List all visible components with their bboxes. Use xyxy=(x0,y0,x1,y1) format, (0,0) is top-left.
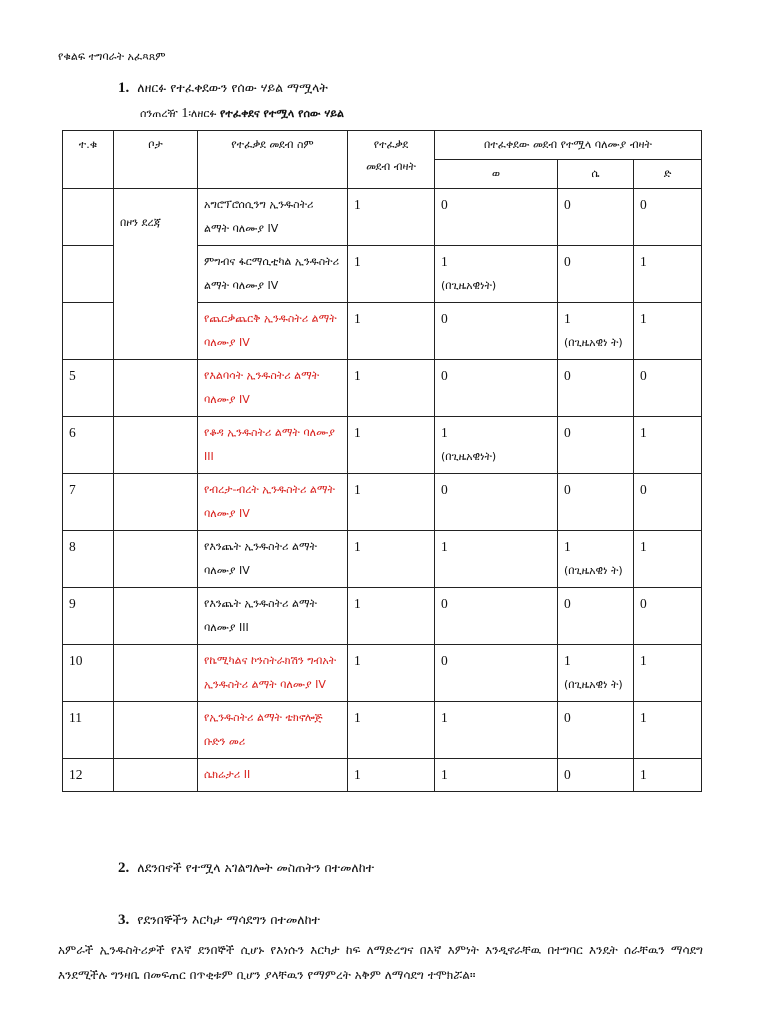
cell-no: 7 xyxy=(63,474,114,531)
cell-location xyxy=(114,531,198,588)
cell-no: 11 xyxy=(63,702,114,759)
section-3-title: የደንበኞችን እርካታ ማሳደግን በተመለከተ xyxy=(137,912,320,927)
cell-no xyxy=(63,303,114,360)
table-row xyxy=(63,702,702,759)
cell-female xyxy=(558,759,634,792)
cell-approved: 1 xyxy=(348,417,435,474)
cell-female-value: 0 xyxy=(564,254,571,269)
cell-female-value: 0 xyxy=(564,767,571,782)
section-1-title: ለዘርፉ የተፈቀደውን የሰው ሃይል ማሟላት xyxy=(137,80,328,95)
cell-female-note: (በጊዜአዊነ ት) xyxy=(564,336,623,349)
position-text: የኬሚካልና ኮንስትራክሽን ግብአት ኢንዱስትሪ ልማት ባለሙያ IV xyxy=(204,654,337,691)
cell-female-value: 0 xyxy=(564,197,571,212)
cell-female xyxy=(558,189,634,246)
header-approved-line1: የተፈቃደ xyxy=(373,138,409,151)
cell-total: 1 xyxy=(634,645,702,702)
section-1-number: 1. xyxy=(118,80,130,96)
cell-no: 9 xyxy=(63,588,114,645)
cell-total: 0 xyxy=(634,360,702,417)
table-caption xyxy=(140,106,344,122)
section-2-title: ለደንበኖች የተሟላ አገልግሎት መስጠትን በተመለከተ xyxy=(137,860,375,875)
header-filled-group: በተፈቀደው መደብ የተሟላ ባለሙያ ብዛት xyxy=(435,131,702,160)
cell-approved: 1 xyxy=(348,702,435,759)
cell-female xyxy=(558,417,634,474)
position-text: የእንጨት ኢንዱስትሪ ልማት ባለሙያ IV xyxy=(204,540,317,577)
cell-male xyxy=(435,246,558,303)
cell-female-value: 0 xyxy=(564,710,571,725)
section-1-heading xyxy=(118,80,328,97)
header-approved-count xyxy=(348,131,435,189)
header-no: ተ.ቁ xyxy=(63,131,114,189)
cell-male-value: 0 xyxy=(441,311,448,326)
cell-male-value: 1 xyxy=(441,425,448,440)
cell-position xyxy=(198,759,348,792)
cell-total: 1 xyxy=(634,702,702,759)
caption-label-bold: የተፈቀደና የተሟላ የሰው ሃይል xyxy=(220,107,344,120)
cell-female xyxy=(558,645,634,702)
cell-position xyxy=(198,246,348,303)
cell-location xyxy=(114,417,198,474)
cell-female xyxy=(558,474,634,531)
cell-total: 1 xyxy=(634,759,702,792)
cell-male-value: 0 xyxy=(441,653,448,668)
table-row xyxy=(63,759,702,792)
cell-no: 10 xyxy=(63,645,114,702)
header-location: ቦታ xyxy=(114,131,198,189)
table-row xyxy=(63,417,702,474)
cell-position xyxy=(198,189,348,246)
cell-location xyxy=(114,474,198,531)
table-row xyxy=(63,645,702,702)
caption-number: 1 xyxy=(181,106,189,121)
section-3-heading xyxy=(118,912,320,929)
header-approved-line2: መደብ ብዛት xyxy=(366,160,416,173)
table-row xyxy=(63,588,702,645)
cell-male-value: 0 xyxy=(441,368,448,383)
position-text: የእንጨት ኢንዱስትሪ ልማት ባለሙያ III xyxy=(204,597,317,634)
cell-approved: 1 xyxy=(348,759,435,792)
cell-total: 0 xyxy=(634,588,702,645)
cell-location xyxy=(114,588,198,645)
cell-position xyxy=(198,702,348,759)
cell-approved: 1 xyxy=(348,531,435,588)
cell-total: 1 xyxy=(634,417,702,474)
cell-no: 12 xyxy=(63,759,114,792)
section-3-number: 3. xyxy=(118,912,130,928)
cell-position xyxy=(198,645,348,702)
cell-approved: 1 xyxy=(348,189,435,246)
cell-female-value: 0 xyxy=(564,482,571,497)
document-title: የቁልፍ ተግባራት አፈጻጸም xyxy=(58,50,166,63)
cell-position xyxy=(198,474,348,531)
staff-table xyxy=(62,130,702,792)
cell-female-value: 1 xyxy=(564,311,571,326)
position-text: አግሮፕሮሰሲንግ ኢንዱስትሪ ልማት ባለሙያ IV xyxy=(204,198,314,235)
cell-female-note: (በጊዜአዊነ ት) xyxy=(564,678,623,691)
cell-total: 1 xyxy=(634,246,702,303)
cell-no xyxy=(63,246,114,303)
cell-approved: 1 xyxy=(348,360,435,417)
section-2-number: 2. xyxy=(118,860,130,876)
cell-male xyxy=(435,702,558,759)
cell-female xyxy=(558,588,634,645)
caption-prefix: ሰንጠረዥ xyxy=(140,107,178,120)
cell-male-value: 0 xyxy=(441,482,448,497)
header-male: ወ xyxy=(435,160,558,189)
cell-approved: 1 xyxy=(348,303,435,360)
cell-approved: 1 xyxy=(348,474,435,531)
cell-total: 1 xyxy=(634,531,702,588)
cell-approved: 1 xyxy=(348,246,435,303)
cell-male xyxy=(435,645,558,702)
cell-approved: 1 xyxy=(348,588,435,645)
cell-no: 5 xyxy=(63,360,114,417)
cell-female xyxy=(558,246,634,303)
table-body xyxy=(63,189,702,792)
position-text: የጨርቃጨርቅ ኢንዱስትሪ ልማት ባለሙያ IV xyxy=(204,312,337,349)
table-row xyxy=(63,531,702,588)
cell-female xyxy=(558,360,634,417)
cell-male-value: 1 xyxy=(441,539,448,554)
cell-total: 0 xyxy=(634,189,702,246)
cell-female-value: 0 xyxy=(564,368,571,383)
cell-male xyxy=(435,474,558,531)
position-text: ምግብና ፋርማሲቲካል ኢንዱስትሪ ልማት ባለሙያ IV xyxy=(204,255,340,292)
cell-position xyxy=(198,588,348,645)
cell-no: 6 xyxy=(63,417,114,474)
caption-label-plain: ፡ለዘርፉ xyxy=(188,107,217,120)
cell-male xyxy=(435,189,558,246)
cell-no: 8 xyxy=(63,531,114,588)
position-text: ሴክሬታሪ II xyxy=(204,768,251,781)
cell-female-value: 0 xyxy=(564,596,571,611)
cell-male xyxy=(435,531,558,588)
cell-no xyxy=(63,189,114,246)
cell-total: 0 xyxy=(634,474,702,531)
cell-female xyxy=(558,531,634,588)
cell-position xyxy=(198,360,348,417)
cell-male-note: (በጊዜአዊነት) xyxy=(441,450,497,463)
cell-female-value: 1 xyxy=(564,539,571,554)
cell-female-value: 1 xyxy=(564,653,571,668)
cell-position xyxy=(198,303,348,360)
cell-position xyxy=(198,417,348,474)
header-total: ድ xyxy=(634,160,702,189)
cell-male-value: 1 xyxy=(441,710,448,725)
cell-male xyxy=(435,759,558,792)
cell-location xyxy=(114,189,198,360)
cell-female-value: 0 xyxy=(564,425,571,440)
location-label: በዞን ደረጃ xyxy=(120,216,161,229)
cell-male-value: 1 xyxy=(441,254,448,269)
body-paragraph: አምራች ኢንዱስትሪዎች የእኛ ደንበኞች ሲሆኑ የእነሱን እርካታ ከፍ ለማድረግና በእኛ እምነት እንዲኖራቸዉ በተግባር እንዴት ሰራቸዉን ማሳደግ እንደሚችሉ ግንዛቤ በመፍጠር በጥቂቱም ቢሆን ያላቸዉን የማምረት አቅም ለማሳደግ ተሞክሯል። xyxy=(58,943,703,982)
cell-female xyxy=(558,303,634,360)
position-text: የቆዳ ኢንዱስትሪ ልማት ባለሙያ III xyxy=(204,426,335,463)
cell-location xyxy=(114,645,198,702)
cell-female xyxy=(558,702,634,759)
cell-location xyxy=(114,360,198,417)
cell-position xyxy=(198,531,348,588)
cell-male xyxy=(435,303,558,360)
cell-location xyxy=(114,759,198,792)
table-row xyxy=(63,474,702,531)
table-row xyxy=(63,360,702,417)
cell-male xyxy=(435,360,558,417)
cell-approved: 1 xyxy=(348,645,435,702)
cell-male xyxy=(435,417,558,474)
cell-female-note: (በጊዜአዊነ ት) xyxy=(564,564,623,577)
position-text: የኢንዱስትሪ ልማት ቴክኖሎጅ ቡድን መሪ xyxy=(204,711,323,748)
header-position-name: የተፈቃደ መደብ ስም xyxy=(198,131,348,189)
header-female: ሴ xyxy=(558,160,634,189)
section-2-heading xyxy=(118,860,374,877)
cell-total: 1 xyxy=(634,303,702,360)
table-row xyxy=(63,189,702,246)
position-text: የብረታ-ብረት ኢንዱስትሪ ልማት ባለሙያ IV xyxy=(204,483,335,520)
cell-location xyxy=(114,702,198,759)
cell-male-value: 0 xyxy=(441,596,448,611)
cell-male-value: 1 xyxy=(441,767,448,782)
position-text: የእልባሳት ኢንዱስትሪ ልማት ባለሙያ IV xyxy=(204,369,320,406)
cell-male xyxy=(435,588,558,645)
cell-male-value: 0 xyxy=(441,197,448,212)
cell-male-note: (በጊዜአዊነት) xyxy=(441,279,497,292)
